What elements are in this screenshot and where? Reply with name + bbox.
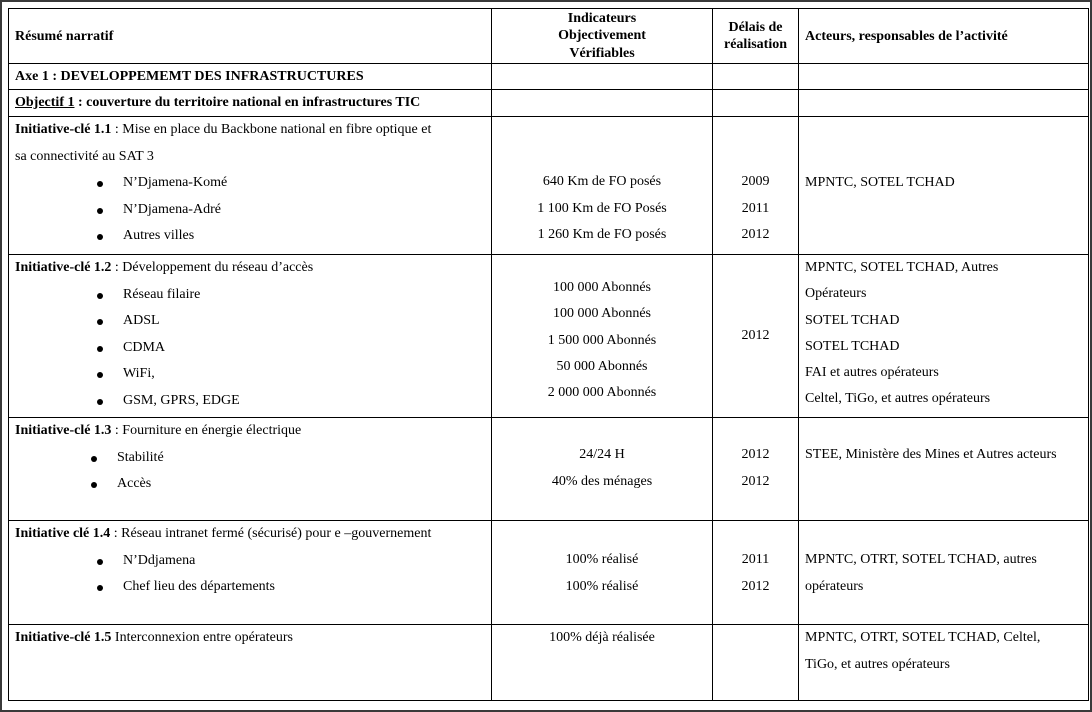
list-item: N’Djamena-Adré xyxy=(15,197,485,224)
initiative-1-5-indicators: 100% déjà réalisée xyxy=(492,625,713,701)
list-item: N’Djamena-Komé xyxy=(15,170,485,197)
objectif-title xyxy=(9,90,492,117)
list-item: Autres villes xyxy=(15,223,485,250)
list-item: GSM, GPRS, EDGE xyxy=(15,388,485,415)
list-item: ADSL xyxy=(15,308,485,335)
initiative-1-1-delays: 2009 2011 2012 xyxy=(713,117,799,255)
initiative-row-1-5 xyxy=(9,625,1089,701)
list-item: N’Ddjamena xyxy=(15,548,485,575)
list-item: Chef lieu des départements xyxy=(15,574,485,601)
header-resume-narratif: Résumé narratif xyxy=(9,9,492,64)
initiative-1-3-description: Initiative-clé 1.3 : Fourniture en énergie électrique Stabilité Accès xyxy=(9,418,492,521)
initiative-row-1-4 xyxy=(9,521,1089,625)
initiative-1-4-actors: MPNTC, OTRT, SOTEL TCHAD, autres opérateurs xyxy=(799,521,1089,625)
initiative-1-4-description: Initiative clé 1.4 : Réseau intranet fermé (sécurisé) pour e –gouvernement N’Ddjamena Chef lieu des départements xyxy=(9,521,492,625)
table-header-row xyxy=(9,9,1089,64)
initiative-1-3-indicators: 24/24 H 40% des ménages xyxy=(492,418,713,521)
header-delais: Délais de réalisation xyxy=(713,9,799,64)
header-acteurs: Acteurs, responsables de l’activité xyxy=(799,9,1089,64)
initiative-row-1-1 xyxy=(9,117,1089,255)
list-item: Stabilité xyxy=(15,445,485,472)
initiative-1-2-description: Initiative-clé 1.2 : Développement du réseau d’accès Réseau filaire ADSL CDMA WiFi, GSM, GPRS, EDGE xyxy=(9,255,492,418)
axe-title: Axe 1 : DEVELOPPEMEMT DES INFRASTRUCTURES xyxy=(9,64,492,90)
initiative-1-2-indicators: 100 000 Abonnés 100 000 Abonnés 1 500 000 Abonnés 50 000 Abonnés 2 000 000 Abonnés xyxy=(492,255,713,418)
initiative-1-5-description: Initiative-clé 1.5 Interconnexion entre opérateurs xyxy=(9,625,492,701)
initiative-1-3-actors: STEE, Ministère des Mines et Autres acteurs xyxy=(799,418,1089,521)
action-plan-table xyxy=(8,8,1089,701)
initiative-1-2-actors: MPNTC, SOTEL TCHAD, Autres Opérateurs SOTEL TCHAD SOTEL TCHAD FAI et autres opérateurs Celtel, TiGo, et autres opérateurs xyxy=(799,255,1089,418)
list-item: CDMA xyxy=(15,335,485,362)
initiative-1-2-delays: 2012 xyxy=(713,255,799,418)
initiative-1-5-actors: MPNTC, OTRT, SOTEL TCHAD, Celtel, TiGo, et autres opérateurs xyxy=(799,625,1089,701)
initiative-1-3-delays: 2012 2012 xyxy=(713,418,799,521)
objectif-text: : couverture du territoire national en infrastructures TIC xyxy=(74,95,421,110)
objectif-row xyxy=(9,90,1089,117)
initiative-1-1-actors: MPNTC, SOTEL TCHAD xyxy=(799,117,1089,255)
list-item: Réseau filaire xyxy=(15,282,485,309)
initiative-1-4-delays: 2011 2012 xyxy=(713,521,799,625)
initiative-1-4-indicators: 100% réalisé 100% réalisé xyxy=(492,521,713,625)
axe-row xyxy=(9,64,1089,90)
list-item: Accès xyxy=(15,471,485,498)
initiative-1-1-indicators: 640 Km de FO posés 1 100 Km de FO Posés 1 260 Km de FO posés xyxy=(492,117,713,255)
list-item: WiFi, xyxy=(15,361,485,388)
initiative-row-1-2 xyxy=(9,255,1089,418)
initiative-1-1-description: Initiative-clé 1.1 : Mise en place du Backbone national en fibre optique et sa connectivité au SAT 3 N’Djamena-Komé N’Djamena-Adré Autres villes xyxy=(9,117,492,255)
objectif-label: Objectif 1 xyxy=(15,95,75,110)
header-indicateurs: Indicateurs Objectivement Vérifiables xyxy=(492,9,713,64)
initiative-row-1-3 xyxy=(9,418,1089,521)
